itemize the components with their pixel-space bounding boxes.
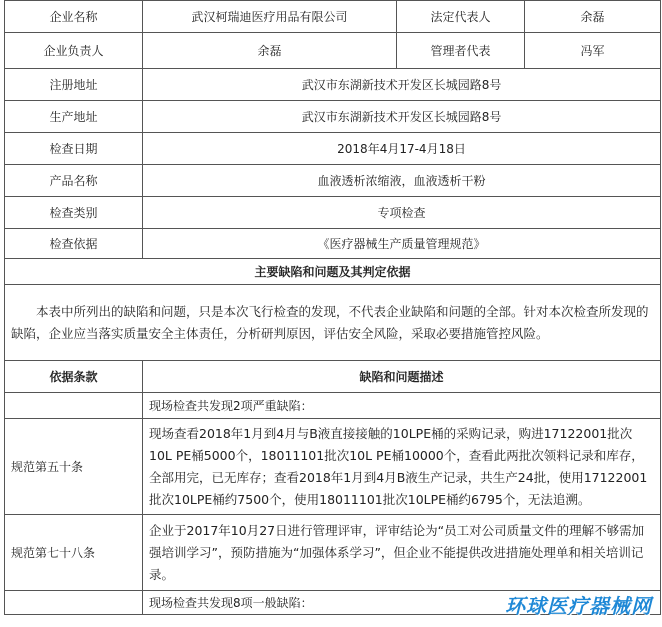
type-value: 专项检查 [143, 197, 661, 229]
prod-address-value: 武汉市东湖新技术开发区长城园路8号 [143, 101, 661, 133]
general-defects-header: 现场检查共发现8项一般缺陷： [143, 591, 661, 615]
defect-description: 现场查看2018年1月到4月与B液直接接触的10LPE桶的采购记录，购进17122001批次10L PE桶5000个，18011101批次10L PE桶10000个，查看此两批次领料记录和库存，全部用完，已无库存；查看2018年1月到4月B液生产记录，共生产24批，使用17122001批次10LPE桶约7500个，使用18011101批次10LPE桶约6795个，无法追溯。 [143, 419, 661, 515]
reg-address-label: 注册地址 [5, 69, 143, 101]
empty-clause-cell [5, 393, 143, 419]
reg-address-value: 武汉市东湖新技术开发区长城园路8号 [143, 69, 661, 101]
watermark-logo: 环球医疗器械网 [505, 594, 652, 618]
representative-label: 管理者代表 [397, 33, 525, 69]
prod-address-label: 生产地址 [5, 101, 143, 133]
company-name-value: 武汉柯瑞迪医疗用品有限公司 [143, 1, 397, 33]
serious-defects-header: 现场检查共发现2项严重缺陷： [143, 393, 661, 419]
type-label: 检查类别 [5, 197, 143, 229]
basis-value: 《医疗器械生产质量管理规范》 [143, 229, 661, 259]
inspection-table [4, 0, 661, 615]
date-value: 2018年4月17-4月18日 [143, 133, 661, 165]
clause-cell: 规范第七十八条 [5, 515, 143, 591]
empty-clause-cell [5, 591, 143, 615]
legal-rep-value: 余磊 [525, 1, 661, 33]
section-title: 主要缺陷和问题及其判定依据 [5, 259, 661, 285]
representative-value: 冯军 [525, 33, 661, 69]
date-label: 检查日期 [5, 133, 143, 165]
basis-label: 检查依据 [5, 229, 143, 259]
product-label: 产品名称 [5, 165, 143, 197]
col-desc-header: 缺陷和问题描述 [143, 361, 661, 393]
manager-value: 余磊 [143, 33, 397, 69]
defect-description: 企业于2017年10月27日进行管理评审，评审结论为“员工对公司质量文件的理解不够需加强培训学习”，预防措施为“加强体系学习”，但企业不能提供改进措施处理单和相关培训记录。 [143, 515, 661, 591]
manager-label: 企业负责人 [5, 33, 143, 69]
company-name-label: 企业名称 [5, 1, 143, 33]
col-basis-header: 依据条款 [5, 361, 143, 393]
section-paragraph: 本表中所列出的缺陷和问题，只是本次飞行检查的发现，不代表企业缺陷和问题的全部。针对本次检查所发现的缺陷，企业应当落实质量安全主体责任，分析研判原因，评估安全风险，采取必要措施管控风险。 [5, 285, 661, 361]
legal-rep-label: 法定代表人 [397, 1, 525, 33]
product-value: 血液透析浓缩液，血液透析干粉 [143, 165, 661, 197]
clause-cell: 规范第五十条 [5, 419, 143, 515]
